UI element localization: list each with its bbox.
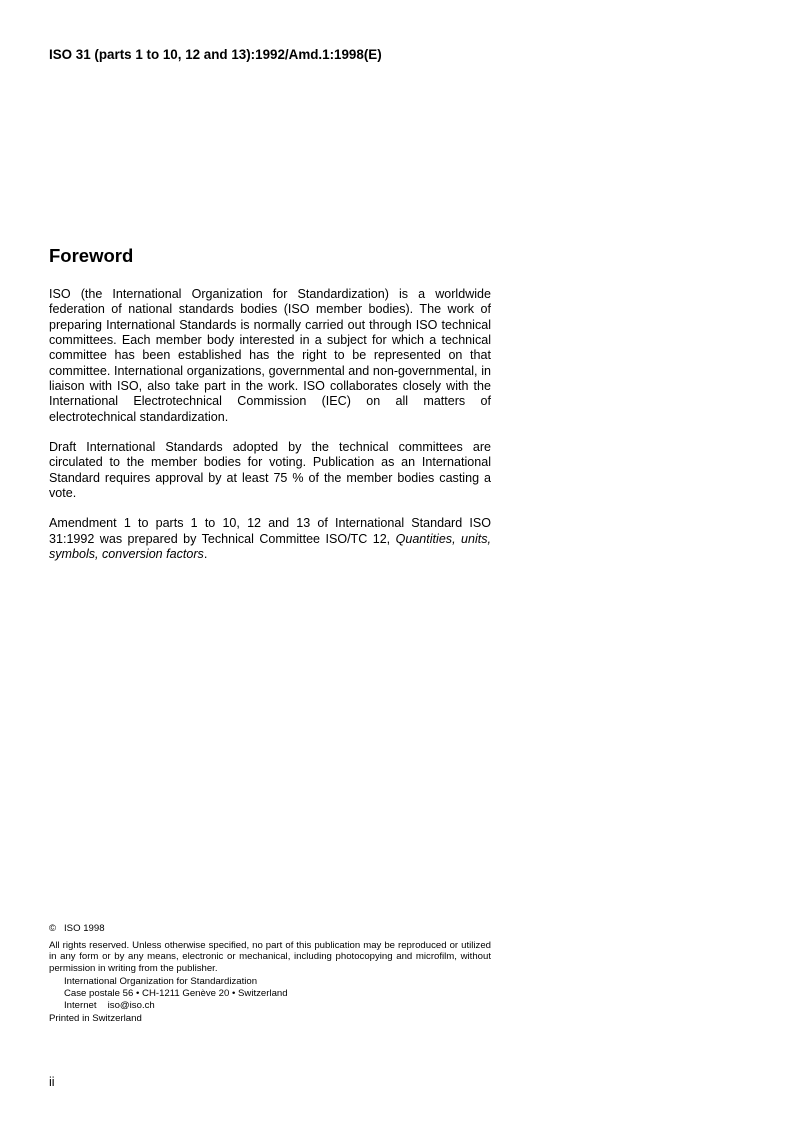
amendment-end: . xyxy=(203,547,208,562)
page-number: ii xyxy=(49,1075,55,1089)
address-organization: International Organization for Standardization xyxy=(64,976,258,988)
printed-notice: Printed in Switzerland xyxy=(49,1013,142,1025)
copyright-line xyxy=(49,923,491,935)
amendment-text: Amendment 1 to parts 1 to 10, 12 and 13 of International Standard ISO 31:1992 was prepared by Technical Committee ISO/TC 12, xyxy=(49,516,491,546)
copyright-text: ISO 1998 xyxy=(64,923,105,934)
publisher-address xyxy=(49,976,491,1011)
foreword-paragraph-draft: Draft International Standards adopted by the technical committees are circulated to the member bodies for voting. Publication as an International Standard requires approval by at least 75 % of the member bodies casting a vote. xyxy=(49,440,491,501)
rights-notice: All rights reserved. Unless otherwise specified, no part of this publication may be reproduced or utilized in any form or by any means, electronic or mechanical, including photocopying and microfilm, without permission in writing from the publisher. xyxy=(49,939,491,974)
internet-label: Internet xyxy=(64,999,97,1011)
foreword-section xyxy=(49,245,491,578)
foreword-heading: Foreword xyxy=(49,245,134,266)
foreword-paragraph-amendment xyxy=(49,516,491,562)
amendment-committee-title: Quantities, units, symbols, conversion factors xyxy=(49,531,491,562)
copyright-footer xyxy=(49,923,491,1025)
foreword-paragraph-iso: ISO (the International Organization for Standardization) is a worldwide federation of national standards bodies (ISO member bodies). The work of preparing International Standards is normally carried out through ISO technical committees. Each member body interested in a subject for which a technical committee has been established has the right to be represented on that committee. International organizations, governmental and non-governmental, in liaison with ISO, also take part in the work. ISO collaborates closely with the International Electrotechnical Commission (IEC) on all matters of electrotechnical standardization. xyxy=(49,287,491,424)
internet-email: iso@iso.ch xyxy=(107,999,155,1011)
copyright-icon: © xyxy=(49,923,57,934)
address-postal: Case postale 56 • CH-1211 Genève 20 • Switzerland xyxy=(64,987,288,999)
address-internet xyxy=(64,1000,491,1012)
document-header: ISO 31 (parts 1 to 10, 12 and 13):1992/Amd.1:1998(E) xyxy=(49,47,382,62)
